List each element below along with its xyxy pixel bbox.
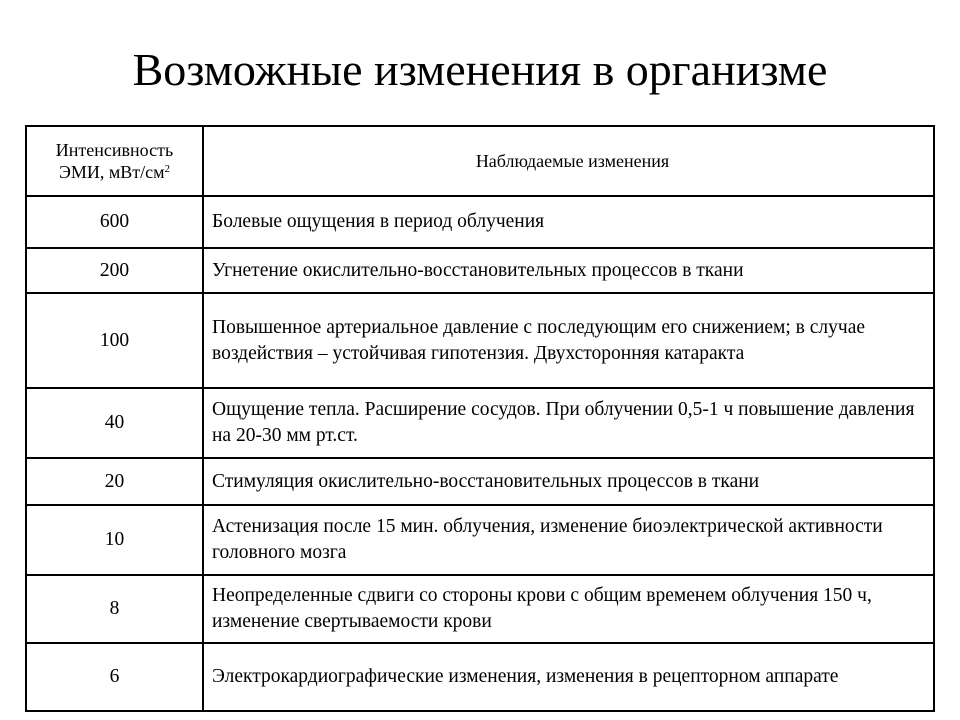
header-intensity-line2: ЭМИ, мВт/см [58, 162, 165, 182]
change-cell: Электрокардиографические изменения, изменения в рецепторном аппарате [203, 643, 934, 711]
table-row [26, 388, 934, 458]
intensity-cell: 100 [26, 293, 203, 388]
change-cell: Болевые ощущения в период облучения [203, 196, 934, 248]
intensity-cell: 600 [26, 196, 203, 248]
table-row [26, 458, 934, 505]
intensity-cell: 200 [26, 248, 203, 293]
intensity-cell: 40 [26, 388, 203, 458]
table-row [26, 196, 934, 248]
table-row [26, 643, 934, 711]
change-cell: Неопределенные сдвиги со стороны крови с общим временем облучения 150 ч, изменение свертываемости крови [203, 575, 934, 643]
change-cell: Астенизация после 15 мин. облучения, изменение биоэлектрической активности головного мозга [203, 505, 934, 575]
table-row [26, 293, 934, 388]
effects-table [25, 125, 935, 712]
table-row [26, 248, 934, 293]
intensity-cell: 8 [26, 575, 203, 643]
header-changes: Наблюдаемые изменения [203, 126, 934, 196]
header-intensity [26, 126, 203, 196]
change-cell: Угнетение окислительно-восстановительных процессов в ткани [203, 248, 934, 293]
slide-title: Возможные изменения в организме [132, 44, 828, 95]
change-cell: Ощущение тепла. Расширение сосудов. При облучении 0,5-1 ч повышение давления на 20-30 мм рт.ст. [203, 388, 934, 458]
change-cell: Повышенное артериальное давление с последующим его снижением; в случае воздействия – устойчивая гипотензия. Двухсторонняя катаракта [203, 293, 934, 388]
intensity-cell: 20 [26, 458, 203, 505]
table-row [26, 505, 934, 575]
intensity-cell: 10 [26, 505, 203, 575]
header-intensity-line1: Интенсивность [55, 140, 174, 160]
intensity-cell: 6 [26, 643, 203, 711]
table-row [26, 575, 934, 643]
header-intensity-exponent: 2 [164, 163, 171, 175]
table-header-row [26, 126, 934, 196]
change-cell: Стимуляция окислительно-восстановительных процессов в ткани [203, 458, 934, 505]
